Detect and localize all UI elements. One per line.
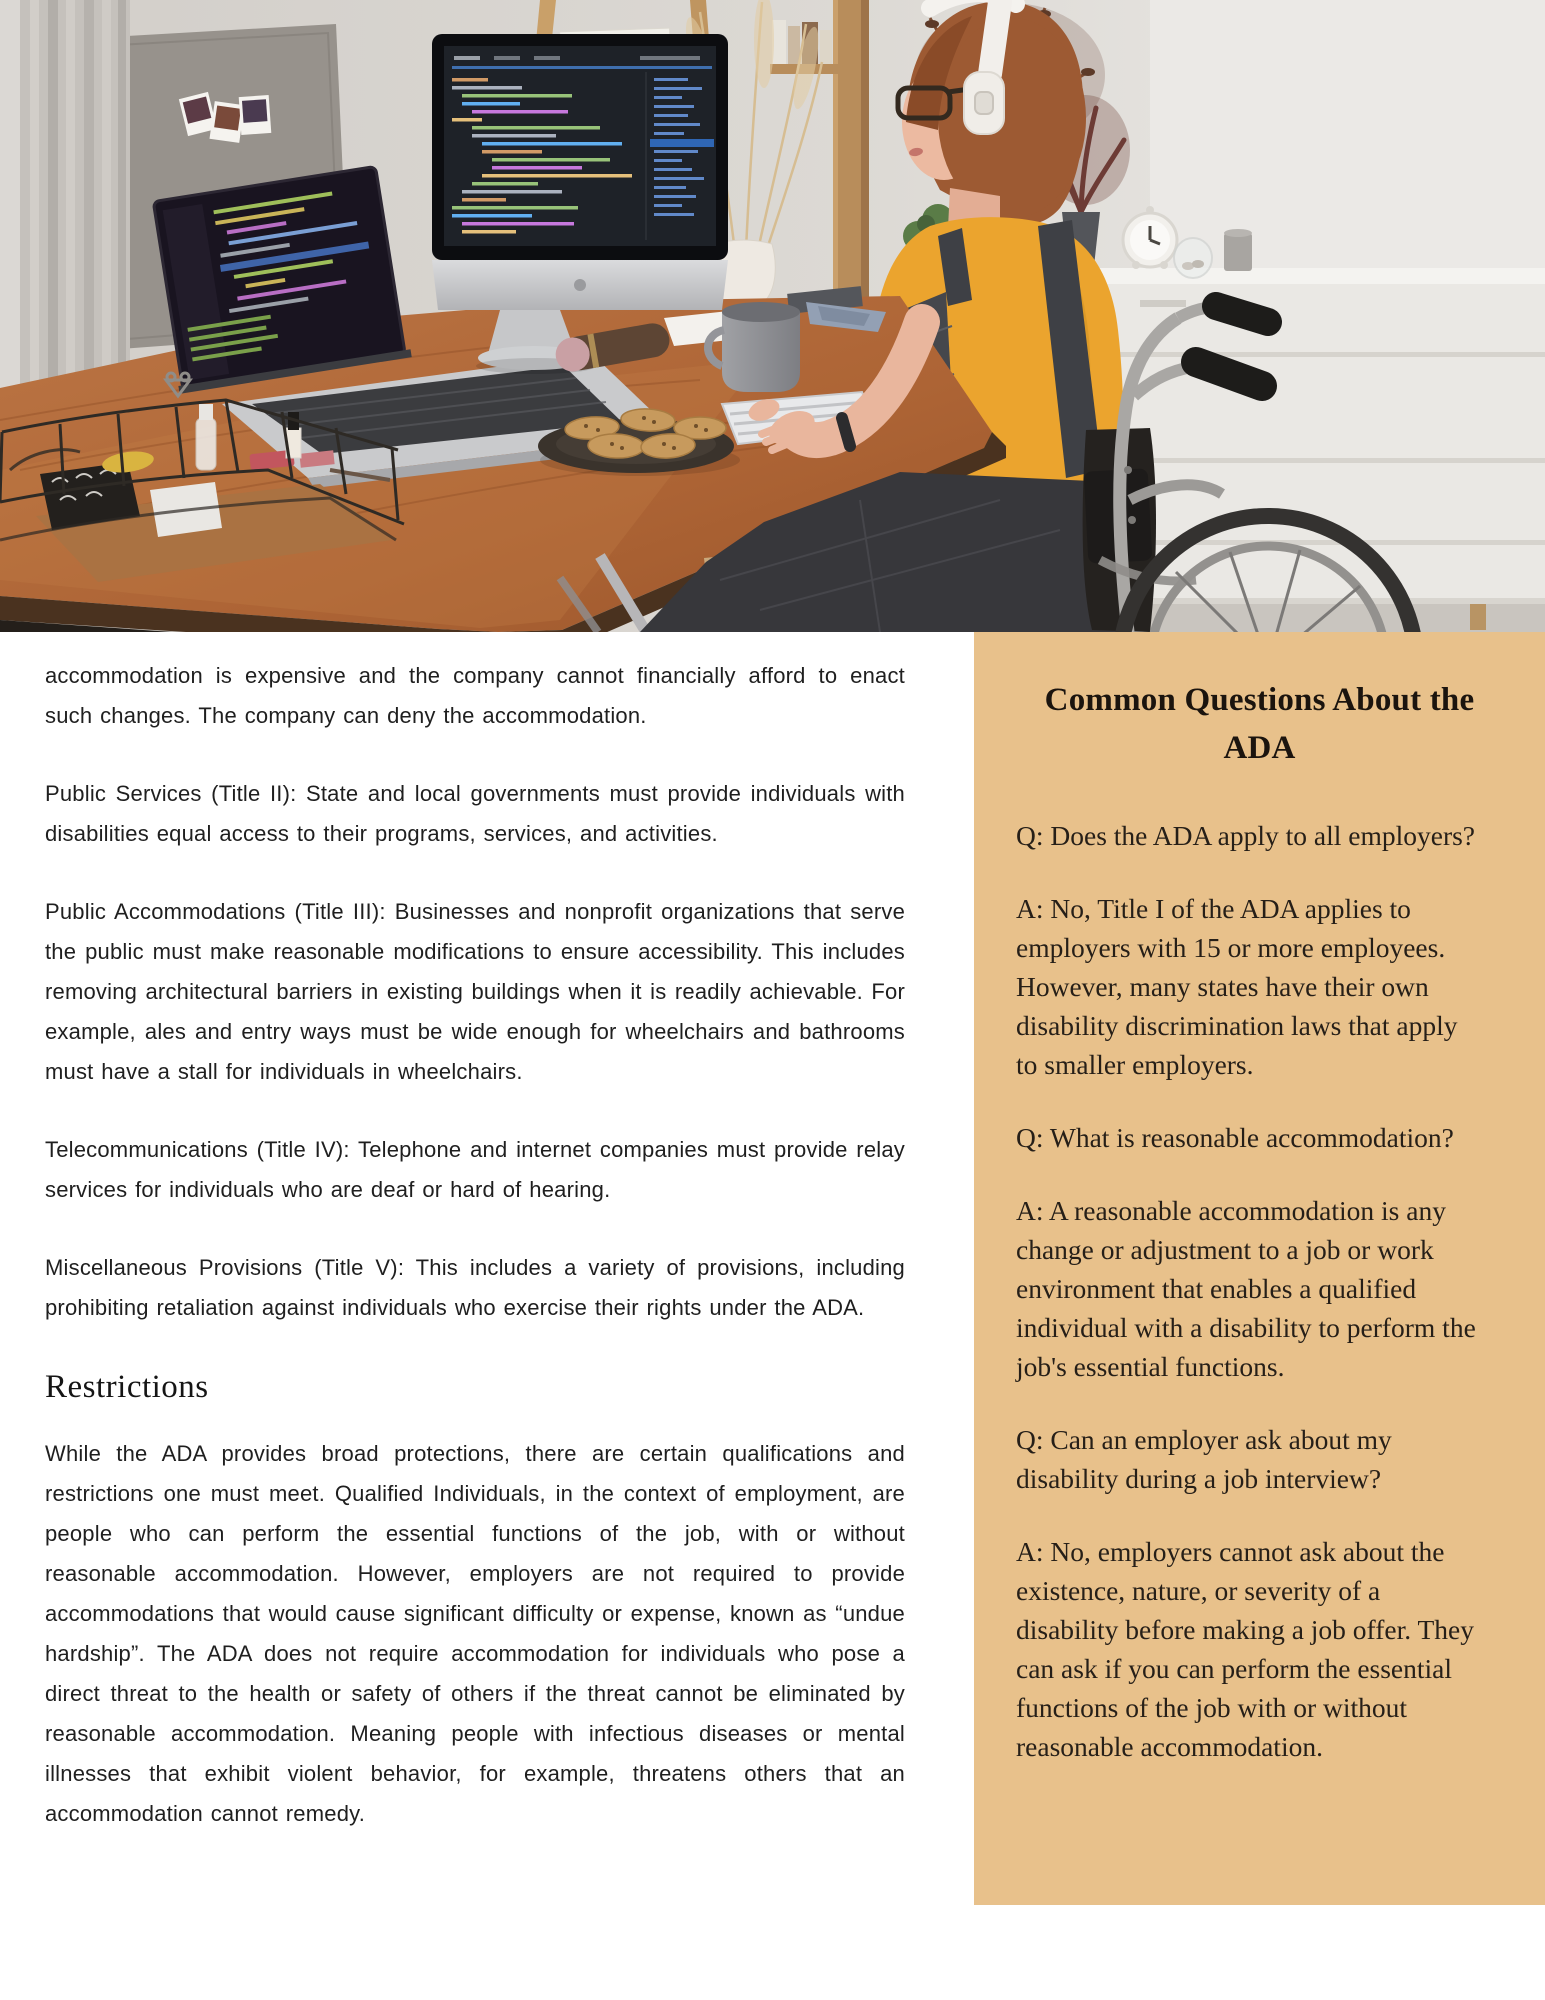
faq-answer-1: A: No, Title I of the ADA applies to employers with 15 or more employees. However, many states have their own disability discrimination laws that apply to smaller employers.	[1016, 893, 1458, 1080]
body-paragraph: accommodation is expensive and the company cannot financially afford to enact such changes. The company can deny the accommodation.	[45, 663, 905, 728]
candle	[1224, 229, 1252, 271]
sidebar-title: Common Questions About the ADA	[1044, 682, 1475, 766]
faq-answer-3: A: No, employers cannot ask about the existence, nature, or severity of a disability before making a job offer. They can ask if you can perform the essential functions of the job with or without reasonable accommodation.	[1016, 1536, 1474, 1762]
faq-answer-2: A: A reasonable accommodation is any change or adjustment to a job or work environment that enables a qualified individual with a disability to perform the job's essential functions.	[1016, 1195, 1476, 1382]
restrictions-heading: Restrictions	[45, 1369, 209, 1405]
wheelchair-handle	[1216, 306, 1268, 322]
article-column	[45, 632, 905, 1872]
body-paragraph-telecommunications: Telecommunications (Title IV): Telephone and internet companies must provide relay services for individuals who are deaf or hard of hearing.	[45, 1137, 905, 1202]
glass-jar	[1174, 238, 1212, 278]
body-paragraph-miscellaneous: Miscellaneous Provisions (Title V): This includes a variety of provisions, including prohibiting retaliation against individuals who exercise their rights under the ADA.	[45, 1255, 905, 1320]
body-paragraph-public-accommodations: Public Accommodations (Title III): Businesses and nonprofit organizations that serve the public must make reasonable modifications to ensure accessibility. This includes removing architectural barriers in existing buildings when it is readily achievable. For example, ales and entry ways must be wide enough for wheelchairs and bathrooms must have a stall for individuals in wheelchairs.	[45, 899, 905, 1084]
faq-question-3: Q: Can an employer ask about my disability during a job interview?	[1016, 1424, 1392, 1494]
hair-side	[938, 18, 1086, 218]
hero-photo-illustration	[0, 0, 1545, 632]
hero-photo	[0, 0, 1545, 632]
body-paragraph-public-services: Public Services (Title II): State and local governments must provide individuals with disabilities equal access to their programs, services, and activities.	[45, 781, 905, 846]
faq-question-2: Q: What is reasonable accommodation?	[1016, 1122, 1454, 1153]
faq-question-1: Q: Does the ADA apply to all employers?	[1016, 820, 1476, 851]
restrictions-paragraph: While the ADA provides broad protections, there are certain qualifications and restrictions one must meet. Qualified Individuals, in the context of employment, are people who can perform the essential functions of the job, with or without reasonable accommodation. However, employers are not required to provide accommodations that would cause significant difficulty or expense, known as “undue hardship”. The ADA does not require accommodation for individuals who pose a direct threat to the health or safety of others if the threat cannot be eliminated by reasonable accommodation. Meaning people with infectious diseases or mental illnesses that exhibit violent behavior, for example, threatens others that an accommodation cannot remedy.	[45, 1441, 905, 1826]
faq-sidebar	[974, 632, 1545, 1905]
watch	[842, 418, 850, 446]
